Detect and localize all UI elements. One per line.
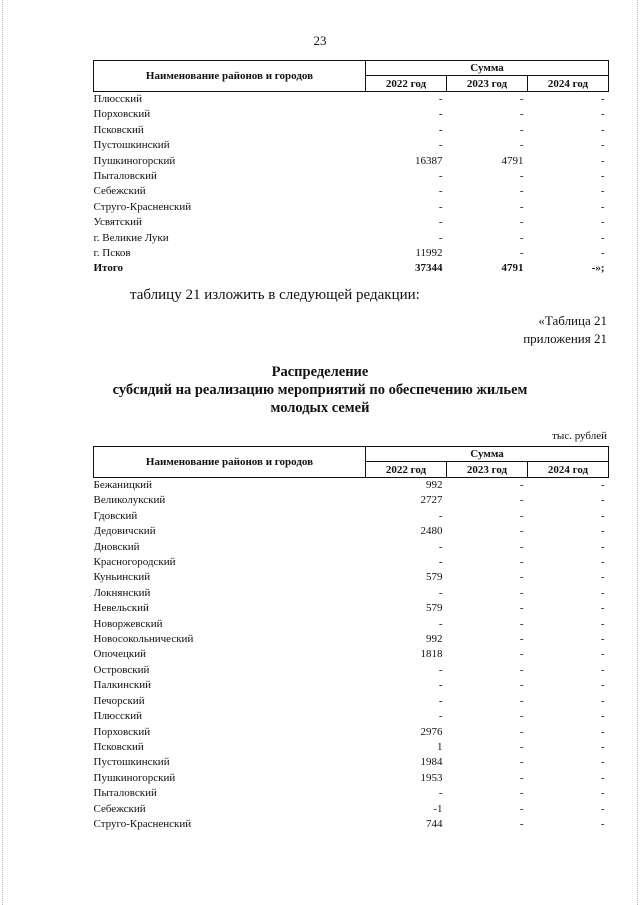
- amount-cell-2022: -: [438, 108, 443, 121]
- header-sum-col: Сумма: [366, 61, 609, 76]
- amount-cell-2022: -: [438, 170, 443, 183]
- district-name-cell: Пыталовский: [93, 787, 157, 800]
- amount-cell-2023: -: [519, 494, 524, 507]
- amount-cell-2022: 37344: [415, 262, 443, 275]
- district-name-cell: Порховский: [93, 108, 151, 121]
- district-name-cell: Плюсский: [93, 93, 143, 105]
- district-name-cell: Псковский: [93, 740, 144, 753]
- scan-edge-left: [2, 0, 3, 905]
- amount-cell-2024: -: [600, 710, 605, 723]
- amount-cell-2023: -: [519, 586, 524, 599]
- amount-cell-2022: -: [438, 540, 443, 553]
- district-name-cell: г. Псков: [93, 247, 131, 260]
- district-name-cell: Псковский: [93, 123, 144, 136]
- header-year-2023: 2023 год: [447, 462, 528, 478]
- amount-cell-2022: 579: [426, 571, 443, 584]
- district-name-cell: Итого: [93, 262, 124, 275]
- header-name-col: Наименование районов и городов: [94, 447, 366, 478]
- amount-cell-2024: -: [600, 787, 605, 800]
- table-row: [94, 138, 609, 153]
- amount-cell-2022: 744: [426, 817, 443, 830]
- amount-cell-2024: -: [600, 185, 605, 198]
- table-row: [94, 786, 609, 801]
- amount-cell-2023: -: [519, 648, 524, 661]
- amount-cell-2022: -: [438, 556, 443, 569]
- amount-cell-2023: -: [519, 725, 524, 738]
- amount-cell-2024: -»;: [591, 262, 605, 275]
- unit-label: тыс. рублей: [552, 430, 607, 442]
- amount-cell-2023: -: [519, 525, 524, 538]
- amount-cell-2022: 2976: [420, 725, 443, 738]
- amount-cell-2022: -: [438, 679, 443, 692]
- amount-cell-2023: 4791: [501, 262, 524, 275]
- amount-cell-2022: -: [438, 694, 443, 707]
- amount-cell-2023: -: [519, 185, 524, 198]
- amount-cell-2023: -: [519, 509, 524, 522]
- table-row: [94, 509, 609, 524]
- amount-cell-2022: 2480: [420, 525, 443, 538]
- district-name-cell: Новоржевский: [93, 617, 163, 630]
- amount-cell-2024: -: [600, 216, 605, 229]
- district-name-cell: Себежский: [93, 185, 146, 198]
- amount-cell-2024: -: [600, 663, 605, 676]
- amount-cell-2022: -: [438, 710, 443, 723]
- district-name-cell: г. Великие Луки: [93, 231, 169, 244]
- amount-cell-2024: -: [600, 617, 605, 630]
- amount-cell-2022: 992: [426, 479, 443, 491]
- amount-cell-2024: -: [600, 648, 605, 661]
- district-name-cell: Себежский: [93, 802, 146, 815]
- table-row: [94, 200, 609, 215]
- table-row: [94, 586, 609, 601]
- amount-cell-2024: -: [600, 586, 605, 599]
- amount-cell-2022: -1: [433, 802, 443, 815]
- amount-cell-2023: -: [519, 679, 524, 692]
- amount-cell-2022: -: [438, 216, 443, 229]
- amount-cell-2023: -: [519, 740, 524, 753]
- district-name-cell: Дедовичский: [93, 525, 156, 538]
- table-row: [94, 740, 609, 755]
- table-row: [94, 647, 609, 662]
- table-row: [94, 663, 609, 678]
- amount-cell-2022: 579: [426, 602, 443, 615]
- amount-cell-2023: -: [519, 617, 524, 630]
- amount-cell-2022: 11992: [415, 247, 443, 260]
- amount-cell-2022: 16387: [415, 154, 443, 167]
- subsidy-table-new: [93, 446, 609, 832]
- district-name-cell: Гдовский: [93, 509, 138, 522]
- scan-edge-right: [637, 0, 638, 905]
- table2-body: [94, 478, 609, 833]
- table-row: [94, 725, 609, 740]
- title-line3: молодых семей: [270, 400, 370, 416]
- district-name-cell: Красногородский: [93, 556, 176, 569]
- table-reference-line2: приложения 21: [523, 331, 607, 346]
- amount-cell-2023: 4791: [501, 154, 524, 167]
- district-name-cell: Великолукский: [93, 494, 166, 507]
- district-name-cell: Струго-Красненский: [93, 200, 192, 213]
- table-row: [94, 694, 609, 709]
- amount-cell-2023: -: [519, 602, 524, 615]
- amount-cell-2023: -: [519, 139, 524, 152]
- amount-cell-2023: -: [519, 633, 524, 646]
- table-row: [94, 246, 609, 261]
- table-row: [94, 184, 609, 199]
- amount-cell-2023: -: [519, 817, 524, 830]
- amount-cell-2022: -: [438, 93, 443, 105]
- table-row: [94, 802, 609, 817]
- table-row: [94, 231, 609, 246]
- amount-cell-2023: -: [519, 216, 524, 229]
- amount-cell-2023: -: [519, 556, 524, 569]
- district-name-cell: Печорский: [93, 694, 145, 707]
- amount-cell-2023: -: [519, 571, 524, 584]
- table-row: [94, 478, 609, 494]
- table1-body: [94, 92, 609, 277]
- district-name-cell: Локнянский: [93, 586, 151, 599]
- district-name-cell: Бежаницкий: [93, 479, 152, 491]
- amount-cell-2024: -: [600, 802, 605, 815]
- table-row: [94, 215, 609, 230]
- amount-cell-2024: -: [600, 571, 605, 584]
- table-reference-line1: «Таблица 21: [538, 313, 607, 328]
- table-row: [94, 570, 609, 585]
- district-name-cell: Островский: [93, 663, 150, 676]
- amount-cell-2023: -: [519, 694, 524, 707]
- amount-cell-2024: -: [600, 725, 605, 738]
- amount-cell-2024: -: [600, 93, 605, 105]
- table-row: [94, 771, 609, 786]
- total-row: [94, 261, 609, 276]
- amount-cell-2024: -: [600, 756, 605, 769]
- amount-cell-2024: -: [600, 247, 605, 260]
- amount-cell-2023: -: [519, 200, 524, 213]
- amount-cell-2023: -: [519, 802, 524, 815]
- table-row: [94, 755, 609, 770]
- amount-cell-2024: -: [600, 231, 605, 244]
- amount-cell-2022: 1: [437, 740, 443, 753]
- table-row: [94, 817, 609, 832]
- amount-cell-2022: -: [438, 123, 443, 136]
- amount-cell-2024: -: [600, 540, 605, 553]
- amount-cell-2023: -: [519, 170, 524, 183]
- district-name-cell: Пыталовский: [93, 170, 157, 183]
- table-row: [94, 678, 609, 693]
- amount-cell-2024: -: [600, 740, 605, 753]
- amount-cell-2024: -: [600, 479, 605, 491]
- district-name-cell: Пушкиногорский: [93, 154, 176, 167]
- amount-cell-2023: -: [519, 108, 524, 121]
- amount-cell-2022: -: [438, 231, 443, 244]
- district-name-cell: Опочецкий: [93, 648, 146, 661]
- amount-cell-2023: -: [519, 231, 524, 244]
- district-name-cell: Пустошкинский: [93, 756, 170, 769]
- amount-cell-2024: -: [600, 108, 605, 121]
- amount-cell-2024: -: [600, 694, 605, 707]
- amount-cell-2022: -: [438, 586, 443, 599]
- amount-cell-2024: -: [600, 494, 605, 507]
- instruction-text: таблицу 21 изложить в следующей редакции:: [130, 287, 420, 303]
- amount-cell-2022: 1818: [420, 648, 443, 661]
- amount-cell-2024: -: [600, 154, 605, 167]
- table-row: [94, 601, 609, 616]
- district-name-cell: Куньинский: [93, 571, 151, 584]
- amount-cell-2023: -: [519, 771, 524, 784]
- amount-cell-2022: -: [438, 617, 443, 630]
- amount-cell-2024: -: [600, 817, 605, 830]
- amount-cell-2024: -: [600, 200, 605, 213]
- amount-cell-2022: -: [438, 787, 443, 800]
- header-year-2023: 2023 год: [447, 76, 528, 92]
- amount-cell-2022: -: [438, 200, 443, 213]
- amount-cell-2022: 1984: [420, 756, 443, 769]
- table-row: [94, 555, 609, 570]
- amount-cell-2022: -: [438, 139, 443, 152]
- amount-cell-2022: 1953: [420, 771, 443, 784]
- amount-cell-2023: -: [519, 93, 524, 105]
- header-year-2022: 2022 год: [366, 76, 447, 92]
- amount-cell-2023: -: [519, 756, 524, 769]
- district-name-cell: Палкинский: [93, 679, 152, 692]
- table-row: [94, 107, 609, 122]
- subsidy-table-previous: [93, 60, 609, 277]
- district-name-cell: Плюсский: [93, 710, 143, 723]
- amount-cell-2022: 992: [426, 633, 443, 646]
- district-name-cell: Новосокольнический: [93, 633, 194, 646]
- amount-cell-2024: -: [600, 123, 605, 136]
- amount-cell-2024: -: [600, 679, 605, 692]
- amount-cell-2023: -: [519, 479, 524, 491]
- page-number: 23: [313, 33, 327, 48]
- amount-cell-2024: -: [600, 170, 605, 183]
- title-line1: Распределение: [271, 364, 369, 380]
- header-year-2024: 2024 год: [528, 76, 609, 92]
- district-name-cell: Струго-Красненский: [93, 817, 192, 830]
- header-sum-col: Сумма: [366, 447, 609, 462]
- district-name-cell: Невельский: [93, 602, 149, 615]
- table-row: [94, 709, 609, 724]
- amount-cell-2024: -: [600, 633, 605, 646]
- title-line2: субсидий на реализацию мероприятий по обеспечению жильем: [112, 382, 528, 398]
- amount-cell-2024: -: [600, 525, 605, 538]
- amount-cell-2022: 2727: [420, 494, 443, 507]
- amount-cell-2022: -: [438, 663, 443, 676]
- amount-cell-2024: -: [600, 556, 605, 569]
- header-year-2024: 2024 год: [528, 462, 609, 478]
- district-name-cell: Порховский: [93, 725, 151, 738]
- district-name-cell: Усвятский: [93, 216, 142, 229]
- amount-cell-2023: -: [519, 540, 524, 553]
- table-row: [94, 493, 609, 508]
- table-row: [94, 632, 609, 647]
- amount-cell-2023: -: [519, 710, 524, 723]
- header-name-col: Наименование районов и городов: [94, 61, 366, 92]
- district-name-cell: Пустошкинский: [93, 139, 170, 152]
- table-row: [94, 92, 609, 108]
- amount-cell-2022: -: [438, 509, 443, 522]
- district-name-cell: Дновский: [93, 540, 140, 553]
- header-year-2022: 2022 год: [366, 462, 447, 478]
- district-name-cell: Пушкиногорский: [93, 771, 176, 784]
- table-row: [94, 154, 609, 169]
- table-row: [94, 540, 609, 555]
- amount-cell-2023: -: [519, 247, 524, 260]
- amount-cell-2023: -: [519, 787, 524, 800]
- table-row: [94, 169, 609, 184]
- amount-cell-2024: -: [600, 602, 605, 615]
- table-row: [94, 123, 609, 138]
- amount-cell-2023: -: [519, 123, 524, 136]
- amount-cell-2023: -: [519, 663, 524, 676]
- amount-cell-2024: -: [600, 771, 605, 784]
- amount-cell-2024: -: [600, 509, 605, 522]
- table-row: [94, 617, 609, 632]
- table-row: [94, 524, 609, 539]
- amount-cell-2022: -: [438, 185, 443, 198]
- amount-cell-2024: -: [600, 139, 605, 152]
